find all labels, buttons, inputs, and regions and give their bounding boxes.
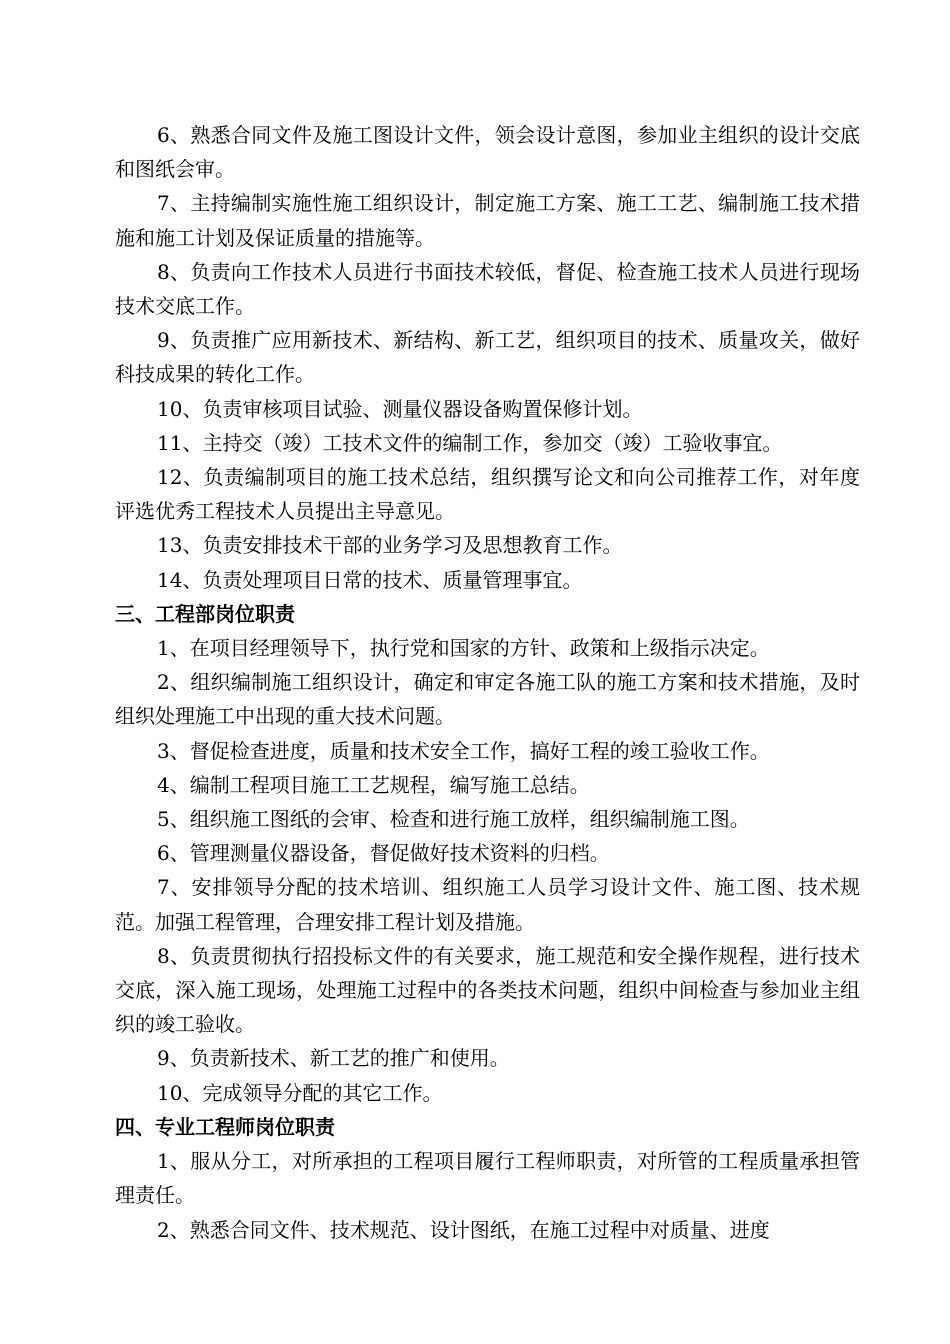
paragraph: 1、服从分工，对所承担的工程项目履行工程师职责，对所管的工程质量承担管理责任。	[115, 1149, 860, 1208]
paragraph: 3、督促检查进度，质量和技术安全工作，搞好工程的竣工验收工作。	[157, 738, 770, 763]
paragraph: 1、在项目经理领导下，执行党和国家的方针、政策和上级指示决定。	[157, 636, 770, 661]
paragraph: 10、负责审核项目试验、测量仪器设备购置保修计划。	[157, 396, 643, 421]
section-heading: 四、专业工程师岗位职责	[115, 1114, 335, 1139]
paragraph: 4、编制工程项目施工工艺规程，编写施工总结。	[157, 772, 590, 797]
paragraph: 8、负责向工作技术人员进行书面技术较低，督促、检查施工技术人员进行现场技术交底工作。	[115, 259, 860, 319]
paragraph: 6、熟悉合同文件及施工图设计文件，领会设计意图，参加业主组织的设计交底和图纸会审。	[115, 123, 860, 182]
paragraph: 5、组织施工图纸的会审、检查和进行施工放样，组织编制施工图。	[157, 807, 750, 832]
paragraph: 13、负责安排技术干部的业务学习及思想教育工作。	[157, 533, 623, 558]
paragraph: 2、熟悉合同文件、技术规范、设计图纸，在施工过程中对质量、进度	[157, 1217, 770, 1242]
paragraph: 9、负责推广应用新技术、新结构、新工艺，组织项目的技术、质量攻关，做好科技成果的转化工作。	[115, 328, 860, 387]
paragraph: 6、管理测量仪器设备，督促做好技术资料的归档。	[157, 841, 610, 866]
paragraph: 8、负责贯彻执行招投标文件的有关要求，施工规范和安全操作规程，进行技术交底，深入施工现场，处理施工过程中的各类技术问题，组织中间检查与参加业主组织的竣工验收。	[115, 943, 860, 1037]
paragraph: 9、负责新技术、新工艺的推广和使用。	[157, 1046, 510, 1071]
paragraph: 2、组织编制施工组织设计，确定和审定各施工队的施工方案和技术措施，及时组织处理施工中出现的重大技术问题。	[115, 670, 860, 729]
section-heading: 三、工程部岗位职责	[115, 601, 295, 626]
document-page	[115, 118, 860, 1247]
paragraph: 11、主持交（竣）工技术文件的编制工作，参加交（竣）工验收事宜。	[157, 430, 783, 455]
paragraph: 7、主持编制实施性施工组织设计，制定施工方案、施工工艺、编制施工技术措施和施工计划及保证质量的措施等。	[115, 191, 860, 250]
paragraph: 10、完成领导分配的其它工作。	[157, 1080, 443, 1105]
paragraph: 14、负责处理项目日常的技术、质量管理事宜。	[157, 567, 583, 592]
paragraph: 7、安排领导分配的技术培训、组织施工人员学习设计文件、施工图、技术规范。加强工程管理，合理安排工程计划及措施。	[115, 875, 860, 934]
paragraph: 12、负责编制项目的施工技术总结，组织撰写论文和向公司推荐工作，对年度评选优秀工程技术人员提出主导意见。	[115, 465, 860, 524]
